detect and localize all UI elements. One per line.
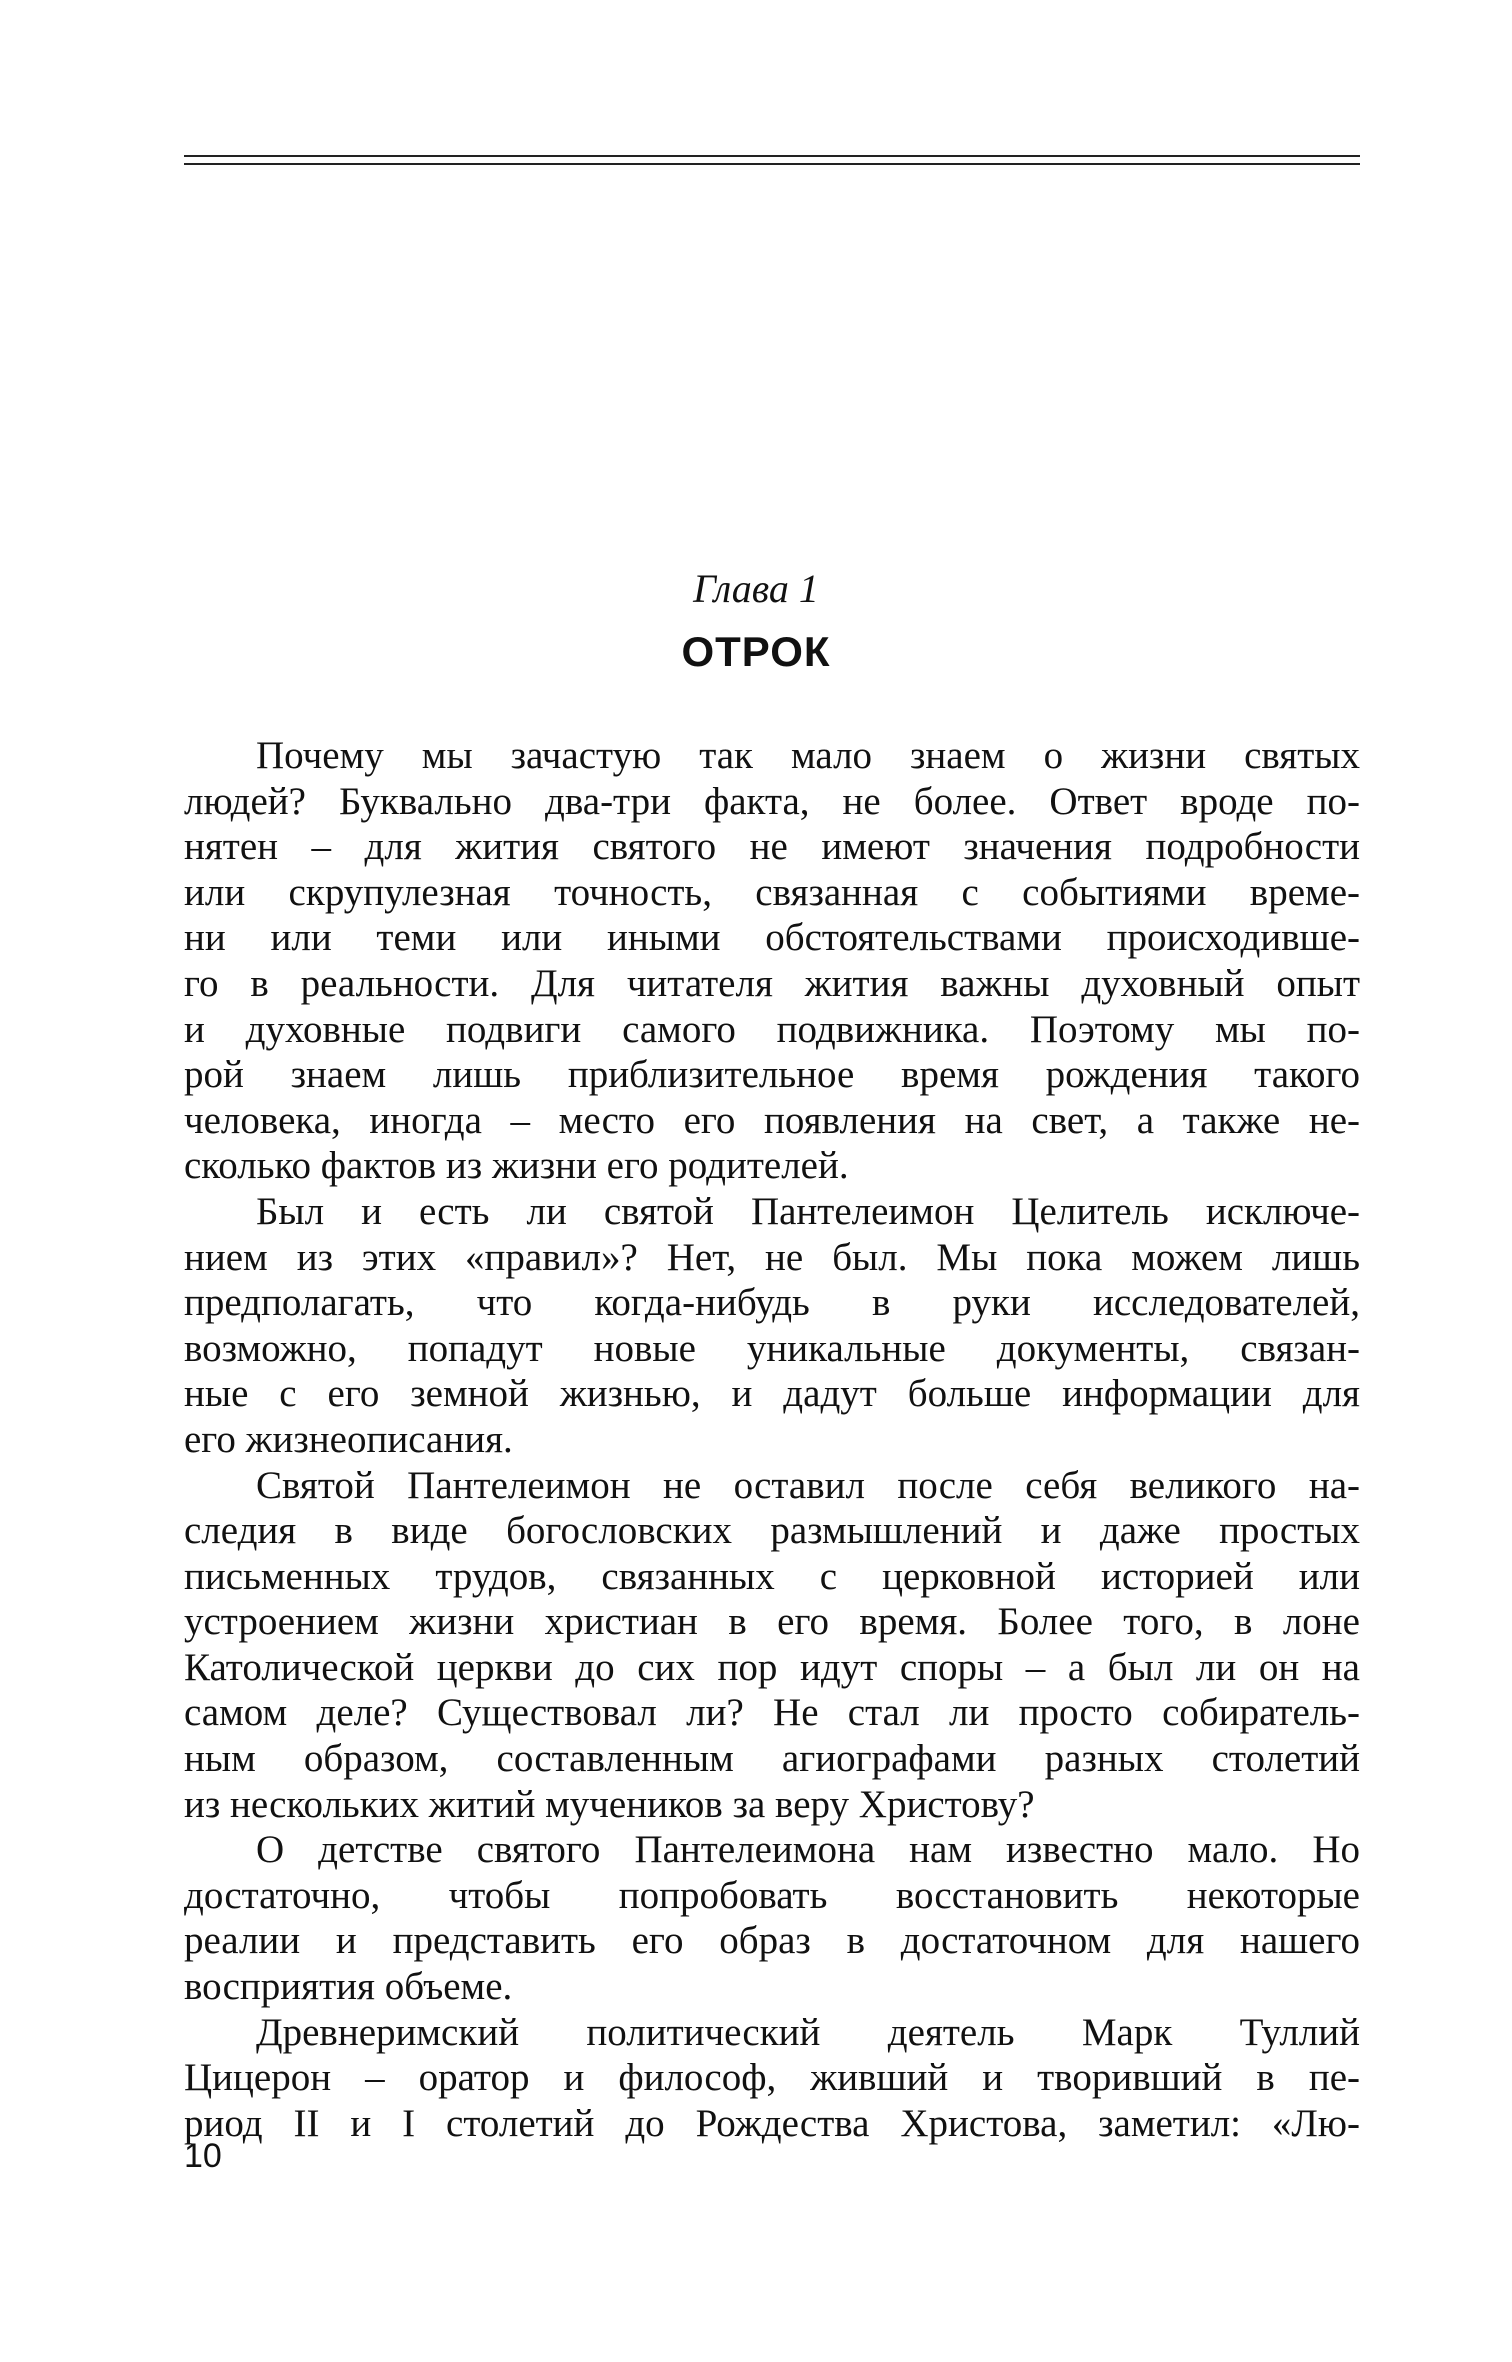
text-line: Был и есть ли святой Пантелеимон Целитель исключе- xyxy=(256,1189,1360,1233)
text-line: нятен – для жития святого не имеют значения подробности xyxy=(184,825,1360,869)
text-line: риод II и I столетий до Рождества Христова, заметил: «Лю- xyxy=(184,2101,1360,2145)
text-line: и духовные подвиги самого подвижника. Поэтому мы по- xyxy=(184,1007,1360,1051)
text-line: из нескольких житий мучеников за веру Христову? xyxy=(184,1782,1035,1826)
text-line: ные с его земной жизнью, и дадут больше информации для xyxy=(184,1372,1360,1416)
text-line: Древнеримский политический деятель Марк Туллий xyxy=(256,2010,1360,2054)
chapter-label: Глава 1 xyxy=(693,566,819,611)
text-line: письменных трудов, связанных с церковной историей или xyxy=(184,1554,1360,1598)
text-line: сколько фактов из жизни его родителей. xyxy=(184,1144,849,1188)
paragraph xyxy=(184,733,1360,1189)
paragraph xyxy=(184,1189,1360,1463)
paragraph xyxy=(184,1463,1360,1828)
paragraph xyxy=(184,1827,1360,2009)
text-line: его жизнеописания. xyxy=(184,1417,513,1461)
header-rule-bottom xyxy=(184,163,1360,165)
text-line: реалии и представить его образ в достаточном для нашего xyxy=(184,1919,1360,1963)
text-line: го в реальности. Для читателя жития важны духовный опыт xyxy=(184,961,1360,1005)
text-line: ным образом, составленным агиографами разных столетий xyxy=(184,1737,1360,1781)
text-line: Святой Пантелеимон не оставил после себя великого на- xyxy=(256,1463,1360,1507)
text-line: возможно, попадут новые уникальные документы, связан- xyxy=(184,1326,1360,1370)
text-line: восприятия объеме. xyxy=(184,1965,513,2009)
text-line: Почему мы зачастую так мало знаем о жизни святых xyxy=(256,734,1360,777)
text-line: Католической церкви до сих пор идут споры – а был ли он на xyxy=(184,1645,1360,1689)
page-number: 10 xyxy=(184,2137,222,2175)
text-line: рой знаем лишь приблизительное время рождения такого xyxy=(184,1053,1360,1097)
text-line: О детстве святого Пантелеимона нам известно мало. Но xyxy=(256,1828,1360,1872)
paragraph xyxy=(184,2010,1360,2147)
text-line: Цицерон – оратор и философ, живший и творивший в пе- xyxy=(184,2056,1360,2100)
text-line: следия в виде богословских размышлений и даже простых xyxy=(184,1509,1360,1553)
text-line: предполагать, что когда-нибудь в руки исследователей, xyxy=(184,1281,1360,1325)
text-line: достаточно, чтобы попробовать восстановить некоторые xyxy=(184,1873,1360,1917)
text-line: или скрупулезная точность, связанная с событиями време- xyxy=(184,870,1360,914)
text-line: человека, иногда – место его появления на свет, а также не- xyxy=(184,1098,1360,1142)
text-line: устроением жизни христиан в его время. Более того, в лоне xyxy=(184,1600,1360,1644)
body-text xyxy=(184,733,1360,2146)
text-line: нием из этих «правил»? Нет, не был. Мы пока можем лишь xyxy=(184,1235,1360,1279)
chapter-title: ОТРОК xyxy=(681,628,831,675)
text-line: людей? Буквально два-три факта, не более. Ответ вроде по- xyxy=(184,779,1360,823)
text-line: ни или теми или иными обстоятельствами происходивше- xyxy=(184,916,1360,960)
text-line: самом деле? Существовал ли? Не стал ли просто собиратель- xyxy=(184,1691,1360,1735)
header-rule-top xyxy=(184,155,1360,157)
